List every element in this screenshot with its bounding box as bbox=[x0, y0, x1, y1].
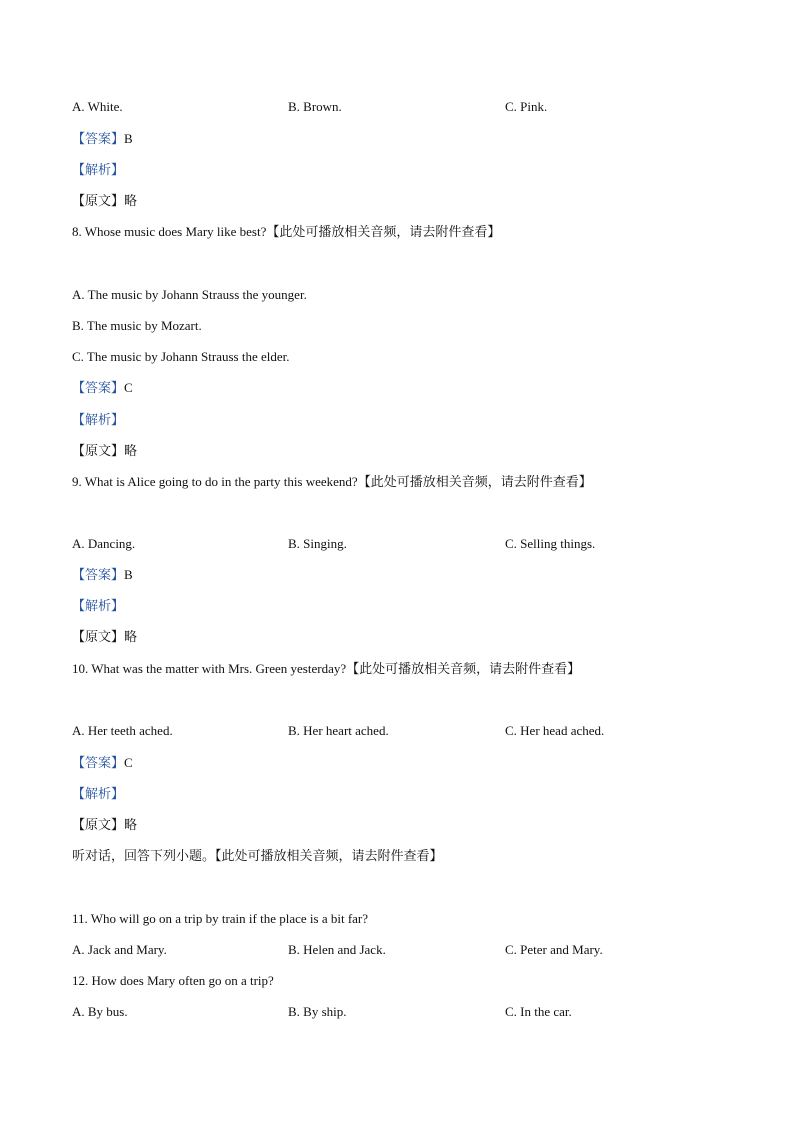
q10-option-b: B. Her heart ached. bbox=[288, 723, 389, 738]
original-tag: 【原文】 bbox=[72, 194, 125, 209]
answer-value: B bbox=[124, 131, 133, 146]
original-tag: 【原文】 bbox=[72, 630, 125, 645]
q9-question bbox=[72, 473, 592, 492]
q9-analysis bbox=[72, 597, 124, 616]
q9-option-c: C. Selling things. bbox=[505, 536, 596, 551]
audio-note: 【此处可播放相关音频，请去附件查看】 bbox=[215, 849, 443, 864]
q8-option-a: A. The music by Johann Strauss the younger. bbox=[72, 287, 307, 302]
group-instruction bbox=[72, 847, 443, 866]
q12-question: 12. How does Mary often go on a trip? bbox=[72, 973, 274, 988]
q7-answer bbox=[72, 130, 133, 149]
q8-option-c: C. The music by Johann Strauss the elder. bbox=[72, 349, 290, 364]
answer-tag: 【答案】 bbox=[72, 381, 125, 396]
q12-option-c: C. In the car. bbox=[505, 1004, 572, 1019]
analysis-tag: 【解析】 bbox=[72, 599, 125, 614]
q9-option-b: B. Singing. bbox=[288, 536, 347, 551]
q7-original bbox=[72, 192, 137, 211]
analysis-tag: 【解析】 bbox=[72, 163, 125, 178]
q7-option-b: B. Brown. bbox=[288, 99, 342, 114]
q11-option-a: A. Jack and Mary. bbox=[72, 942, 167, 957]
audio-note: 【此处可播放相关音频，请去附件查看】 bbox=[346, 662, 581, 677]
question-text: 10. What was the matter with Mrs. Green yesterday? bbox=[72, 661, 347, 676]
answer-value: C bbox=[124, 380, 133, 395]
q9-original bbox=[72, 628, 137, 647]
q8-analysis bbox=[72, 411, 124, 430]
q9-option-a: A. Dancing. bbox=[72, 536, 136, 551]
q12-option-a: A. By bus. bbox=[72, 1004, 128, 1019]
q10-analysis bbox=[72, 785, 124, 804]
answer-tag: 【答案】 bbox=[72, 132, 125, 147]
audio-note: 【此处可播放相关音频，请去附件查看】 bbox=[357, 475, 592, 490]
q12-option-b: B. By ship. bbox=[288, 1004, 347, 1019]
original-value: 略 bbox=[124, 630, 138, 645]
q9-answer bbox=[72, 566, 133, 585]
q7-option-a: A. White. bbox=[72, 99, 123, 114]
original-value: 略 bbox=[124, 444, 138, 459]
answer-tag: 【答案】 bbox=[72, 568, 125, 583]
q8-question bbox=[72, 223, 500, 242]
question-text: 8. Whose music does Mary like best? bbox=[72, 224, 267, 239]
q10-question bbox=[72, 660, 580, 679]
q7-option-c: C. Pink. bbox=[505, 99, 548, 114]
original-value: 略 bbox=[124, 194, 138, 209]
q7-analysis bbox=[72, 161, 124, 180]
q10-original bbox=[72, 816, 137, 835]
instruction-text: 听对话，回答下列小题。 bbox=[72, 849, 216, 864]
q8-answer bbox=[72, 379, 133, 398]
q8-option-b: B. The music by Mozart. bbox=[72, 318, 202, 333]
analysis-tag: 【解析】 bbox=[72, 413, 125, 428]
original-tag: 【原文】 bbox=[72, 444, 125, 459]
q10-answer bbox=[72, 754, 133, 773]
q11-option-c: C. Peter and Mary. bbox=[505, 942, 603, 957]
answer-value: C bbox=[124, 755, 133, 770]
original-tag: 【原文】 bbox=[72, 818, 125, 833]
q10-option-a: A. Her teeth ached. bbox=[72, 723, 173, 738]
q10-option-c: C. Her head ached. bbox=[505, 723, 605, 738]
q11-question: 11. Who will go on a trip by train if the place is a bit far? bbox=[72, 911, 369, 926]
q11-option-b: B. Helen and Jack. bbox=[288, 942, 386, 957]
answer-tag: 【答案】 bbox=[72, 756, 125, 771]
analysis-tag: 【解析】 bbox=[72, 787, 125, 802]
answer-value: B bbox=[124, 567, 133, 582]
audio-note: 【此处可播放相关音频，请去附件查看】 bbox=[266, 225, 501, 240]
question-text: 9. What is Alice going to do in the party this weekend? bbox=[72, 474, 358, 489]
q8-original bbox=[72, 442, 137, 461]
original-value: 略 bbox=[124, 818, 138, 833]
